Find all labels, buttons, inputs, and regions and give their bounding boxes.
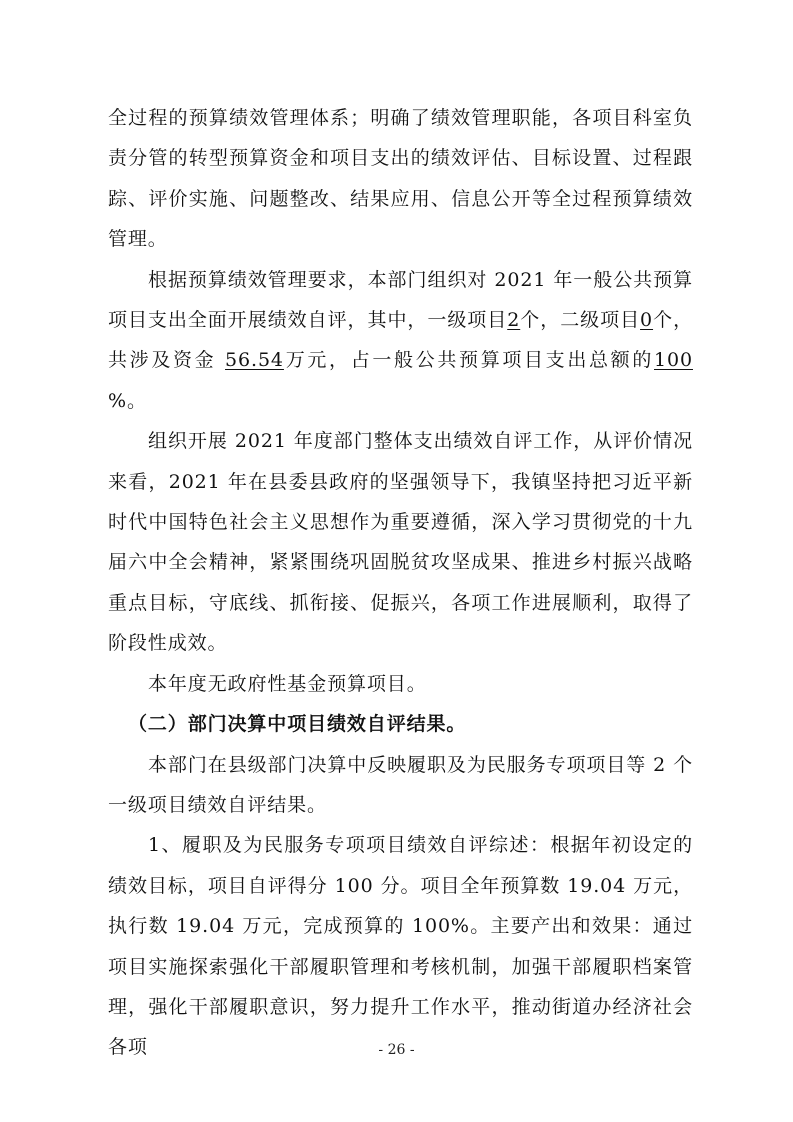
section-heading: （二）部门决算中项目绩效自评结果。 — [128, 713, 467, 736]
text-run: 个，共涉及资金 — [108, 309, 693, 372]
underlined-value: 0 — [640, 309, 654, 332]
text-run: 根据预算绩效管理要求，本部门组织对 2021 年一般公共预算项目支出全面开展绩效自评，其中，一级项目 — [108, 268, 693, 332]
paragraph-overall-evaluation: 组织开展 2021 年度部门整体支出绩效自评工作，从评价情况来看，2021 年在县委县政府的坚强领导下，我镇坚持把习近平新时代中国特色社会主义思想作为重要遵循，深入学习贯彻党的十九届六中全会精神，紧紧围绕巩固脱贫攻坚成果、推进乡村振兴战略重点目标，守底线、抓衔接、促振兴，各项工作进展顺利，取得了阶段性成效。 — [108, 430, 693, 655]
text-run: 个，二级项目 — [520, 309, 641, 332]
underlined-value: 2 — [507, 309, 521, 332]
paragraph-project-results: 本部门在县级部门决算中反映履职及为民服务专项项目等 2 个一级项目绩效自评结果。 — [108, 753, 693, 816]
underlined-value: 100 — [654, 349, 693, 372]
paragraph-self-evaluation-scope — [108, 260, 693, 422]
text-run: 万元，占一般公共预算项目支出总额的 — [283, 349, 655, 372]
text-run: %。 — [108, 389, 147, 412]
paragraph-no-fund-projects: 本年度无政府性基金预算项目。 — [148, 672, 427, 695]
page-number: - 26 - — [378, 1042, 415, 1058]
underlined-value: 56.54 — [225, 349, 284, 372]
paragraph-continuation: 全过程的预算绩效管理体系；明确了绩效管理职能，各项目科室负责分管的转型预算资金和项目支出的绩效评估、目标设置、过程跟踪、评价实施、问题整改、结果应用、信息公开等全过程预算绩效管理。 — [108, 107, 693, 251]
body-text — [108, 98, 693, 1068]
paragraph-project-summary: 1、履职及为民服务专项项目绩效自评综述：根据年初设定的绩效目标，项目自评得分 100 分。项目全年预算数 19.04 万元，执行数 19.04 万元，完成预算的 100%。主要产出和效果：通过项目实施探索强化干部履职管理和考核机制，加强干部履职档案管理，强化干部履职意识，努力提升工作水平，推动街道办经济社会各项 — [108, 834, 693, 1059]
